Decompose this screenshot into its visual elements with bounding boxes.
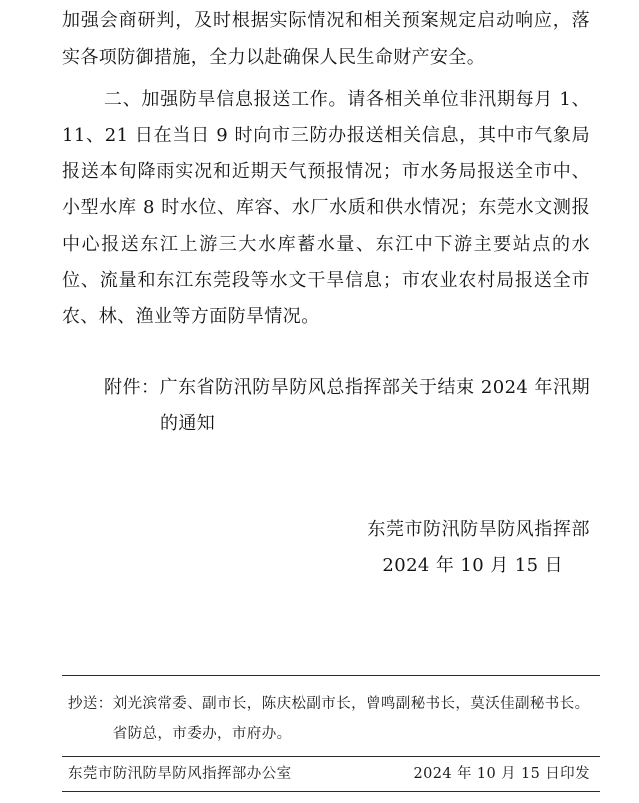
paragraph-line: 加强会商研判，及时根据实际情况和相关预案规定启动响应，落: [62, 10, 590, 31]
paragraph-line: 实各项防御措施，全力以赴确保人民生命财产安全。: [62, 47, 486, 68]
signature-date: 2024 年 10 月 15 日: [382, 554, 563, 576]
issuer: 东莞市防汛防旱防风指挥部办公室: [68, 766, 292, 782]
paragraph-line: 农、林、渔业等方面防旱情况。: [62, 306, 320, 328]
cc-line: 省防总，市委办，市府办。: [112, 726, 292, 742]
attachment-label: 附件：: [104, 376, 160, 398]
attachment-note: [62, 370, 590, 442]
paragraph-line: 位、流量和东江东莞段等水文干旱信息；市农业农村局报送全市: [62, 269, 590, 291]
issue-date: 2024 年 10 月 15 日印发: [413, 766, 590, 782]
cc-label: 抄送：: [68, 696, 113, 712]
paragraph-line: 报送本旬降雨实况和近期天气预报情况；市水务局报送全市中、: [62, 161, 590, 183]
paragraph-line: 中心报送东江上游三大水库蓄水量、东江中下游主要站点的水: [62, 233, 590, 255]
paragraph-drought-reporting: [62, 82, 590, 336]
signature-block: [367, 512, 590, 584]
paragraph-line: 小型水库 8 时水位、库容、水厂水质和供水情况；东莞水文测报: [62, 197, 590, 219]
document-footer: [62, 675, 600, 792]
cc-recipients: [113, 689, 600, 749]
attachment-line: [62, 370, 590, 406]
issue-row: [62, 756, 600, 792]
cc-line: 刘光滨常委、副市长，陈庆松副市长，曾鸣副秘书长，莫沃佳副秘书长。: [112, 696, 590, 712]
document-body: [62, 0, 590, 584]
signature-org: 东莞市防汛防旱防风指挥部: [367, 518, 590, 540]
paragraph-line: 11、21 日在当日 9 时向市三防办报送相关信息，其中市气象局: [62, 124, 590, 146]
attachment-title: 广东省防汛防旱防风总指挥部关于结束 2024 年汛期: [159, 376, 590, 398]
cc-section: [62, 675, 600, 756]
paragraph-line: 二、加强防旱信息报送工作。请各相关单位非汛期每月 1、: [104, 88, 590, 110]
attachment-line: 的通知: [160, 412, 216, 434]
paragraph-continuation: [62, 2, 590, 76]
